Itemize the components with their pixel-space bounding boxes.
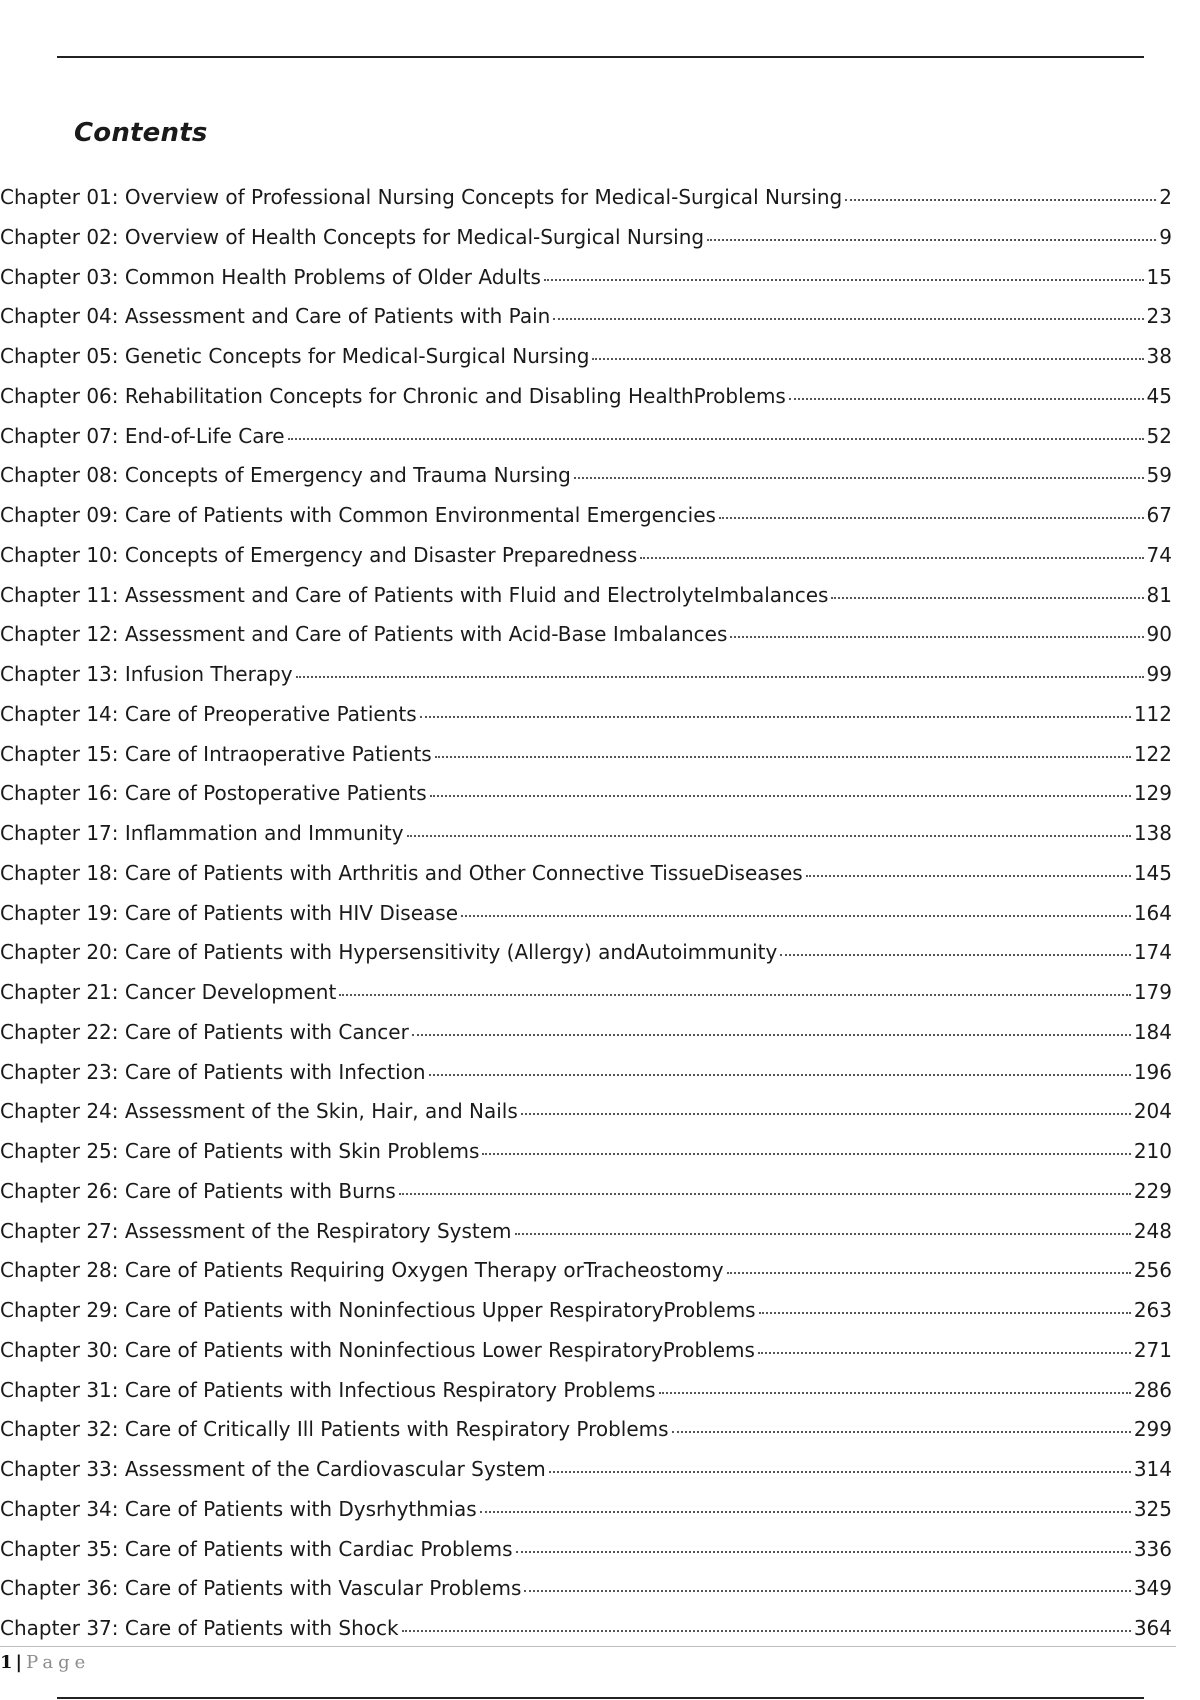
toc-dot-leader	[296, 676, 1144, 678]
toc-entry-title: Chapter 01: Overview of Professional Nursing Concepts for Medical-Surgical Nursing	[0, 185, 843, 209]
toc-dot-leader	[789, 398, 1144, 400]
toc-entry-page: 52	[1146, 423, 1172, 448]
toc-dot-leader	[780, 954, 1131, 956]
toc-list	[0, 178, 1172, 1649]
toc-entry[interactable]	[0, 576, 1172, 616]
toc-dot-leader	[727, 1272, 1131, 1274]
toc-dot-leader	[461, 915, 1131, 917]
toc-entry-page: 15	[1146, 264, 1172, 289]
toc-dot-leader	[758, 1352, 1131, 1354]
toc-entry-page: 74	[1146, 542, 1172, 567]
toc-dot-leader	[659, 1392, 1131, 1394]
toc-entry[interactable]	[0, 1530, 1172, 1570]
toc-entry-page: 129	[1133, 781, 1172, 806]
toc-dot-leader	[516, 1551, 1131, 1553]
toc-entry[interactable]	[0, 933, 1172, 973]
toc-entry-page: 229	[1133, 1178, 1172, 1203]
toc-dot-leader	[480, 1511, 1131, 1513]
toc-dot-leader	[429, 1074, 1131, 1076]
toc-dot-leader	[640, 557, 1143, 559]
toc-entry[interactable]	[0, 1450, 1172, 1490]
toc-entry-title: Chapter 35: Care of Patients with Cardiac Problems	[0, 1536, 513, 1561]
toc-entry-title: Chapter 06: Rehabilitation Concepts for Chronic and Disabling HealthProblems	[0, 383, 786, 408]
toc-dot-leader	[759, 1312, 1131, 1314]
toc-entry[interactable]	[0, 258, 1172, 298]
toc-entry[interactable]	[0, 1251, 1172, 1291]
toc-dot-leader	[592, 358, 1143, 360]
toc-dot-leader	[288, 438, 1144, 440]
toc-entry[interactable]	[0, 735, 1172, 775]
footer-rule	[0, 1646, 1176, 1647]
toc-entry-page: 164	[1133, 900, 1172, 925]
toc-dot-leader	[707, 239, 1156, 241]
toc-entry-page: 286	[1133, 1377, 1172, 1402]
toc-entry-title: Chapter 15: Care of Intraoperative Patients	[0, 741, 432, 766]
toc-entry-page: 67	[1146, 503, 1172, 527]
toc-entry-page: 256	[1133, 1258, 1172, 1283]
toc-entry-page: 23	[1146, 304, 1172, 329]
toc-entry-title: Chapter 25: Care of Patients with Skin Problems	[0, 1139, 480, 1163]
toc-dot-leader	[672, 1431, 1131, 1433]
toc-entry[interactable]	[0, 417, 1172, 457]
toc-dot-leader	[845, 199, 1156, 201]
toc-entry[interactable]	[0, 337, 1172, 377]
toc-dot-leader	[831, 597, 1143, 599]
toc-entry-page: 112	[1133, 701, 1172, 726]
toc-dot-leader	[553, 318, 1143, 320]
toc-entry-title: Chapter 22: Care of Patients with Cancer	[0, 1019, 409, 1044]
toc-dot-leader	[515, 1233, 1131, 1235]
toc-entry-page: 184	[1133, 1019, 1172, 1044]
bottom-rule	[57, 1697, 1144, 1699]
toc-entry[interactable]	[0, 1172, 1172, 1212]
toc-entry-page: 38	[1146, 344, 1172, 368]
toc-entry-title: Chapter 21: Cancer Development	[0, 980, 337, 1004]
toc-entry-title: Chapter 17: Inflammation and Immunity	[0, 821, 404, 845]
footer-separator: |	[15, 1652, 23, 1673]
toc-entry[interactable]	[0, 1371, 1172, 1411]
toc-entry-page: 364	[1133, 1616, 1172, 1640]
toc-entry[interactable]	[0, 178, 1172, 218]
toc-dot-leader	[399, 1193, 1131, 1195]
toc-entry[interactable]	[0, 1410, 1172, 1450]
toc-entry-page: 179	[1133, 980, 1172, 1004]
toc-entry-page: 325	[1133, 1496, 1172, 1521]
toc-title: Contents	[74, 118, 208, 148]
toc-entry-title: Chapter 19: Care of Patients with HIV Disease	[0, 900, 459, 925]
toc-entry[interactable]	[0, 1013, 1172, 1053]
toc-entry-page: 196	[1133, 1059, 1172, 1084]
footer-page-number: 1	[0, 1652, 13, 1673]
toc-entry-title: Chapter 32: Care of Critically Ill Patients with Respiratory Problems	[0, 1417, 669, 1442]
toc-dot-leader	[524, 1590, 1130, 1592]
toc-entry-title: Chapter 26: Care of Patients with Burns	[0, 1178, 396, 1203]
toc-entry[interactable]	[0, 615, 1172, 655]
toc-entry-title: Chapter 02: Overview of Health Concepts for Medical-Surgical Nursing	[0, 224, 705, 249]
toc-entry[interactable]	[0, 695, 1172, 735]
toc-dot-leader	[544, 279, 1144, 281]
toc-entry-title: Chapter 04: Assessment and Care of Patients with Pain	[0, 304, 551, 329]
toc-dot-leader	[806, 875, 1131, 877]
toc-dot-leader	[574, 477, 1144, 479]
toc-entry-page: 122	[1133, 741, 1172, 766]
toc-entry-page: 2	[1159, 185, 1172, 209]
toc-dot-leader	[430, 795, 1131, 797]
toc-entry-page: 210	[1133, 1139, 1172, 1163]
toc-entry-title: Chapter 33: Assessment of the Cardiovascular System	[0, 1457, 546, 1481]
toc-entry-page: 99	[1146, 662, 1172, 686]
toc-dot-leader	[435, 756, 1131, 758]
toc-entry[interactable]	[0, 1490, 1172, 1530]
toc-entry[interactable]	[0, 774, 1172, 814]
toc-dot-leader	[407, 835, 1131, 837]
toc-entry[interactable]	[0, 1291, 1172, 1331]
toc-entry[interactable]	[0, 1212, 1172, 1252]
footer-page-word: Page	[26, 1652, 91, 1673]
toc-entry-title: Chapter 07: End-of-Life Care	[0, 423, 285, 448]
toc-entry[interactable]	[0, 377, 1172, 417]
toc-dot-leader	[719, 517, 1144, 519]
toc-entry[interactable]	[0, 1331, 1172, 1371]
toc-entry-title: Chapter 31: Care of Patients with Infectious Respiratory Problems	[0, 1377, 656, 1402]
toc-entry-page: 349	[1133, 1576, 1172, 1601]
toc-entry-title: Chapter 14: Care of Preoperative Patients	[0, 701, 417, 726]
toc-dot-leader	[730, 636, 1143, 638]
toc-entry[interactable]	[0, 536, 1172, 576]
toc-entry-title: Chapter 10: Concepts of Emergency and Disaster Preparedness	[0, 542, 638, 567]
toc-entry-title: Chapter 36: Care of Patients with Vascular Problems	[0, 1576, 522, 1601]
toc-entry-title: Chapter 08: Concepts of Emergency and Trauma Nursing	[0, 463, 571, 488]
toc-entry[interactable]	[0, 814, 1172, 854]
toc-entry-title: Chapter 16: Care of Postoperative Patients	[0, 781, 427, 806]
toc-dot-leader	[420, 716, 1131, 718]
toc-entry[interactable]	[0, 973, 1172, 1013]
toc-entry-page: 299	[1133, 1417, 1172, 1442]
toc-entry-title: Chapter 09: Care of Patients with Common Environmental Emergencies	[0, 503, 716, 527]
toc-entry-page: 45	[1146, 383, 1172, 408]
toc-entry[interactable]	[0, 854, 1172, 894]
toc-entry[interactable]	[0, 655, 1172, 695]
toc-entry-page: 9	[1159, 224, 1172, 249]
toc-entry-title: Chapter 27: Assessment of the Respiratory System	[0, 1218, 512, 1243]
toc-entry-title: Chapter 11: Assessment and Care of Patients with Fluid and ElectrolyteImbalances	[0, 582, 829, 607]
header-rule	[57, 56, 1144, 58]
toc-entry-page: 81	[1146, 582, 1172, 607]
toc-entry-title: Chapter 13: Infusion Therapy	[0, 662, 293, 686]
toc-dot-leader	[521, 1113, 1131, 1115]
toc-entry-page: 314	[1133, 1457, 1172, 1481]
toc-entry-title: Chapter 34: Care of Patients with Dysrhythmias	[0, 1496, 477, 1521]
toc-entry[interactable]	[0, 496, 1172, 536]
toc-entry-title: Chapter 29: Care of Patients with Noninfectious Upper RespiratoryProblems	[0, 1298, 756, 1322]
toc-entry-page: 271	[1133, 1337, 1172, 1362]
toc-entry-page: 90	[1146, 622, 1172, 647]
page-footer	[0, 1652, 90, 1673]
toc-entry[interactable]	[0, 894, 1172, 934]
toc-entry-title: Chapter 37: Care of Patients with Shock	[0, 1616, 399, 1640]
toc-entry-page: 204	[1133, 1099, 1172, 1124]
toc-entry-page: 59	[1146, 463, 1172, 488]
toc-entry-title: Chapter 23: Care of Patients with Infection	[0, 1059, 426, 1084]
toc-entry[interactable]	[0, 1053, 1172, 1093]
toc-entry[interactable]	[0, 1092, 1172, 1132]
toc-entry[interactable]	[0, 297, 1172, 337]
toc-entry-page: 263	[1133, 1298, 1172, 1322]
toc-entry[interactable]	[0, 456, 1172, 496]
toc-dot-leader	[339, 994, 1131, 996]
toc-entry-page: 248	[1133, 1218, 1172, 1243]
toc-entry-title: Chapter 18: Care of Patients with Arthritis and Other Connective TissueDiseases	[0, 860, 803, 885]
toc-entry-page: 336	[1133, 1536, 1172, 1561]
toc-dot-leader	[412, 1034, 1131, 1036]
toc-entry-title: Chapter 30: Care of Patients with Noninfectious Lower RespiratoryProblems	[0, 1337, 755, 1362]
toc-entry-page: 145	[1133, 860, 1172, 885]
toc-entry-title: Chapter 03: Common Health Problems of Older Adults	[0, 264, 541, 289]
toc-entry-page: 174	[1133, 940, 1172, 965]
toc-dot-leader	[482, 1153, 1130, 1155]
toc-entry[interactable]	[0, 1569, 1172, 1609]
toc-entry-title: Chapter 24: Assessment of the Skin, Hair, and Nails	[0, 1099, 518, 1124]
toc-entry[interactable]	[0, 218, 1172, 258]
toc-entry-title: Chapter 05: Genetic Concepts for Medical-Surgical Nursing	[0, 344, 590, 368]
toc-entry[interactable]	[0, 1609, 1172, 1649]
toc-entry[interactable]	[0, 1132, 1172, 1172]
toc-entry-title: Chapter 28: Care of Patients Requiring Oxygen Therapy orTracheostomy	[0, 1258, 724, 1283]
toc-entry-page: 138	[1133, 821, 1172, 845]
toc-entry-title: Chapter 12: Assessment and Care of Patients with Acid-Base Imbalances	[0, 622, 728, 647]
toc-dot-leader	[549, 1471, 1131, 1473]
toc-entry-title: Chapter 20: Care of Patients with Hypersensitivity (Allergy) andAutoimmunity	[0, 940, 778, 965]
toc-dot-leader	[402, 1630, 1131, 1632]
